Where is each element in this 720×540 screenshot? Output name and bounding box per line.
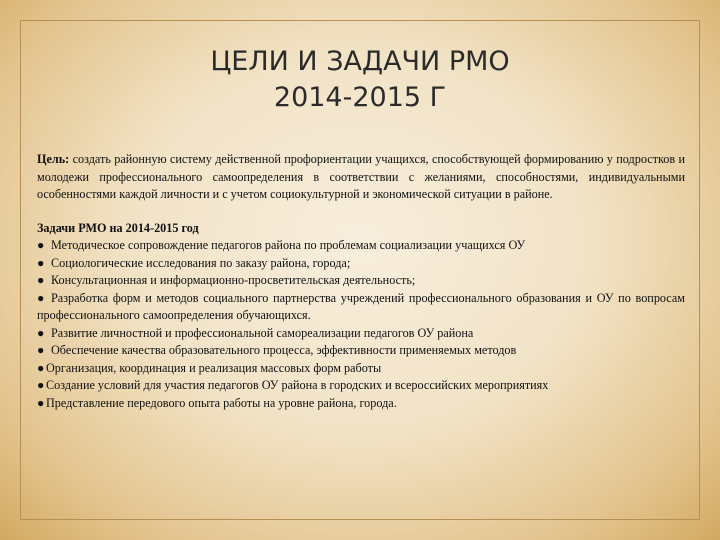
- task-item: [37, 395, 685, 413]
- task-text: Обеспечение качества образовательного процесса, эффективности применяемых методов: [51, 343, 517, 357]
- task-item: [37, 272, 685, 290]
- title-line-1: ЦЕЛИ И ЗАДАЧИ РМО: [210, 46, 510, 77]
- slide-title: [120, 44, 600, 116]
- goal-paragraph: [37, 151, 685, 204]
- task-text: Создание условий для участия педагогов ОУ района в городских и всероссийских мероприятиях: [46, 378, 549, 392]
- task-item: [37, 377, 685, 395]
- task-text: Разработка форм и методов социального партнерства учреждений профессионального образования и ОУ по вопросам профессионального самоопределения обучающихся.: [37, 290, 685, 322]
- task-text: Представление передового опыта работы на уровне района, города.: [46, 395, 397, 410]
- task-item: [37, 255, 685, 273]
- bullet-icon: ●: [37, 360, 45, 375]
- goal-label: Цель:: [37, 152, 70, 166]
- task-item: [37, 325, 685, 343]
- bullet-icon: ●: [37, 238, 45, 252]
- bullet-icon: ●: [37, 378, 45, 392]
- tasks-heading: Задачи РМО на 2014-2015 год: [37, 220, 199, 235]
- slide-body: [37, 151, 685, 412]
- task-item: [37, 360, 685, 378]
- task-text: Методическое сопровождение педагогов района по проблемам социализации учащихся ОУ: [51, 238, 526, 252]
- task-text: Развитие личностной и профессиональной самореализации педагогов ОУ района: [51, 325, 474, 340]
- task-text: Социологические исследования по заказу района, города;: [51, 255, 351, 270]
- task-item: [37, 342, 685, 360]
- task-text: Организация, координация и реализация массовых форм работы: [46, 360, 382, 375]
- bullet-icon: ●: [37, 343, 45, 357]
- bullet-icon: ●: [37, 395, 45, 410]
- task-text: Консультационная и информационно-просветительская деятельность;: [51, 273, 416, 287]
- title-line-2: 2014-2015 Г: [273, 82, 447, 113]
- bullet-icon: ●: [37, 255, 45, 270]
- bullet-icon: ●: [37, 290, 45, 305]
- task-item: [37, 290, 685, 325]
- bullet-icon: ●: [37, 273, 45, 287]
- bullet-icon: ●: [37, 325, 45, 340]
- goal-text: создать районную систему действенной профориентации учащихся, способствующей формированию у подростков и молодежи профессионального самоопределения в соответствии с желаниями, способностями, индивидуальными особенностями каждой личности и с учетом социокультурной и экономической ситуации в районе.: [37, 152, 685, 201]
- task-item: [37, 237, 685, 255]
